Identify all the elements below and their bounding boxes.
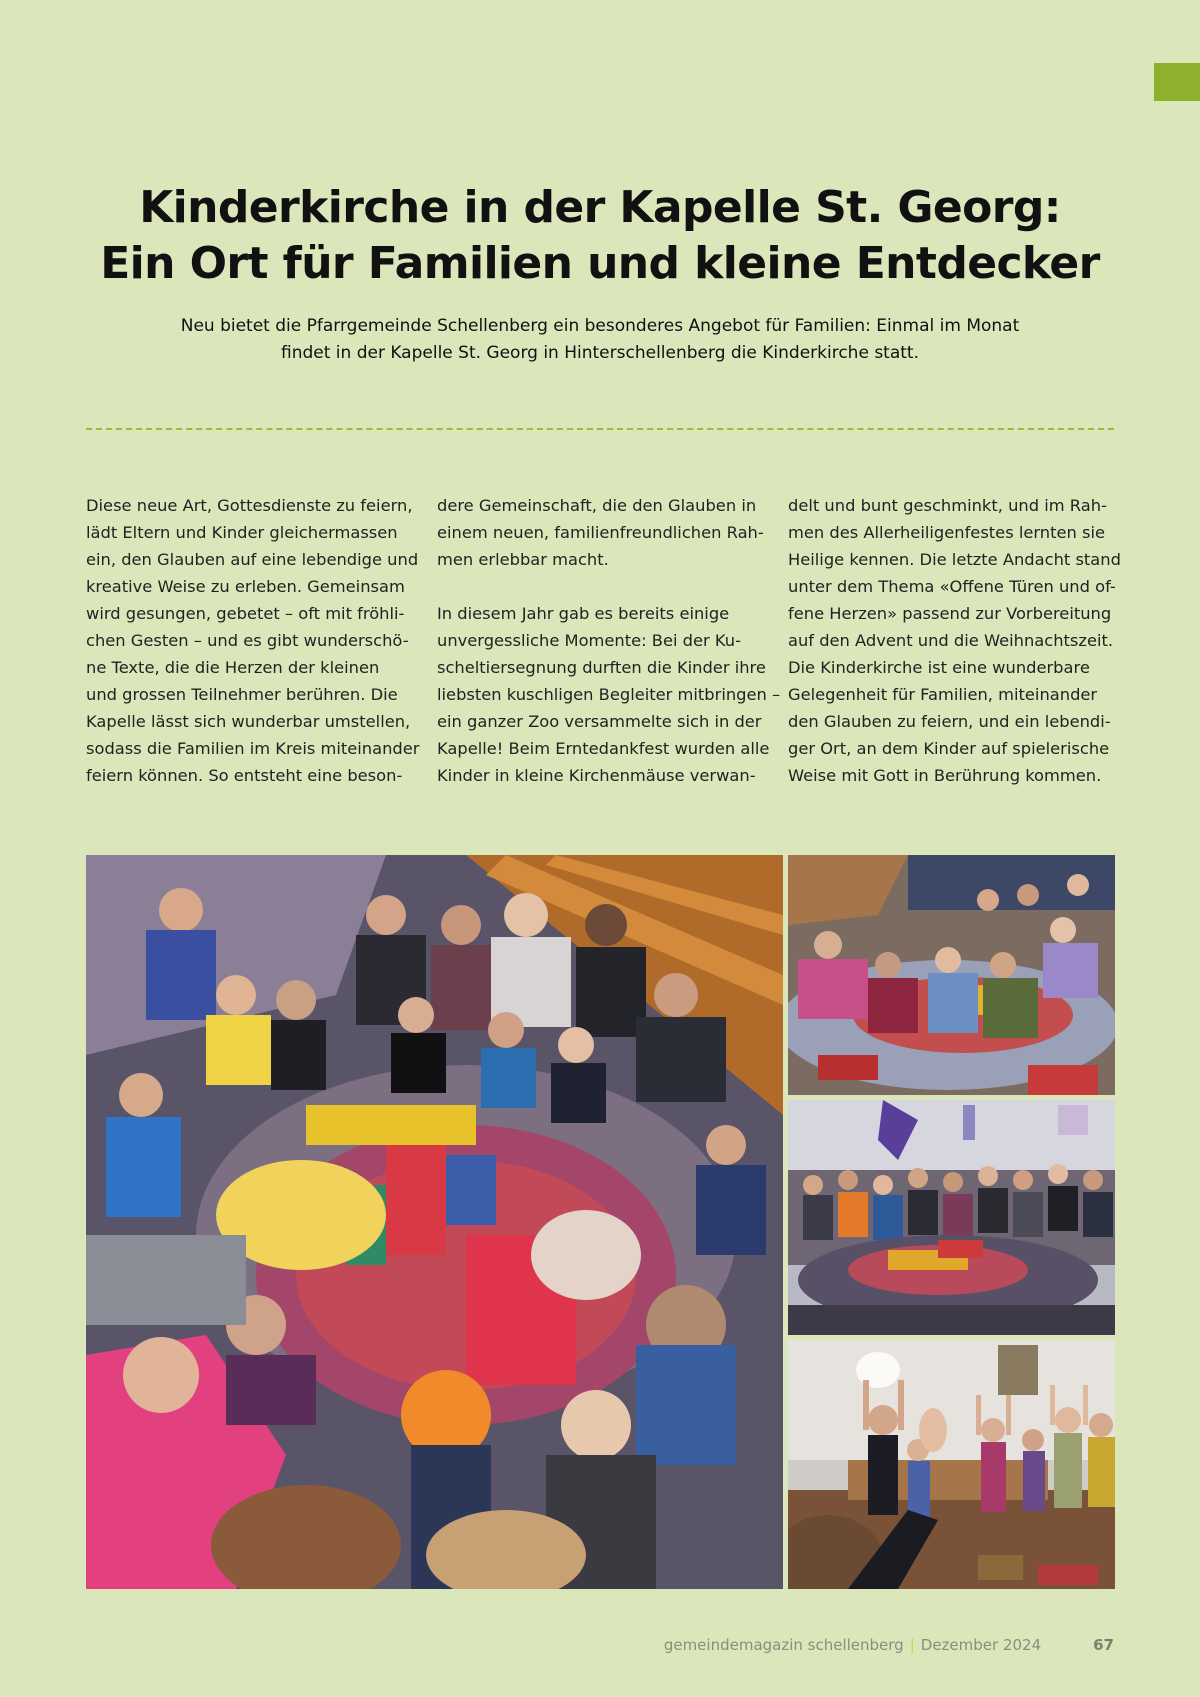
photo-families-chapel xyxy=(788,1100,1115,1335)
paragraph-gap xyxy=(437,573,771,600)
column-1-line: ne Texte, die die Herzen der kleinen xyxy=(86,658,380,677)
column-1-line: Diese neue Art, Gottesdienste zu feiern, xyxy=(86,496,413,515)
lead-line-1: Neu bietet die Pfarrgemeinde Schellenberg ein besonderes Angebot für Familien: Einmal im Monat xyxy=(180,316,1020,336)
column-2-line: scheltiersegnung durften die Kinder ihre xyxy=(437,658,766,677)
text-column-1 xyxy=(86,492,420,789)
column-3-line: auf den Advent und die Weihnachtszeit. xyxy=(788,631,1114,650)
footer-separator: | xyxy=(909,1636,915,1654)
photo-children-kneeling xyxy=(788,855,1115,1095)
footer-magazine-name: gemeindemagazin schellenberg xyxy=(663,1636,904,1654)
section-marker-tab xyxy=(1154,63,1200,101)
text-column-3 xyxy=(788,492,1122,789)
column-2-line: ein ganzer Zoo versammelte sich in der xyxy=(437,712,762,731)
article-lead xyxy=(150,313,1050,367)
headline-line-1: Kinderkirche in der Kapelle St. Georg: xyxy=(139,182,1061,233)
lead-line-2: findet in der Kapelle St. Georg in Hinterschellenberg die Kinderkirche statt. xyxy=(280,343,919,363)
article-headline xyxy=(100,180,1100,292)
column-2-line: liebsten kuschligen Begleiter mitbringen – xyxy=(437,685,781,704)
column-3-line: men des Allerheiligenfestes lernten sie xyxy=(788,523,1106,542)
photo-children-singing xyxy=(788,1340,1115,1589)
column-1-line: Kapelle lässt sich wunderbar umstellen, xyxy=(86,712,411,731)
column-3-line: Gelegenheit für Familien, miteinander xyxy=(788,685,1098,704)
dashed-divider xyxy=(86,428,1114,430)
column-1-line: wird gesungen, gebetet – oft mit fröhli- xyxy=(86,604,405,623)
column-2-line: unvergessliche Momente: Bei der Ku- xyxy=(437,631,741,650)
column-1-line: sodass die Familien im Kreis miteinander xyxy=(86,739,420,758)
column-1-line: lädt Eltern und Kinder gleichermassen xyxy=(86,523,398,542)
page-number: 67 xyxy=(1093,1636,1114,1654)
column-3-line: Weise mit Gott in Berührung kommen. xyxy=(788,766,1102,785)
text-column-2 xyxy=(437,492,781,789)
column-3-line: Die Kinderkirche ist eine wunderbare xyxy=(788,658,1090,677)
headline-line-2: Ein Ort für Familien und kleine Entdecker xyxy=(100,238,1100,289)
column-1-line: kreative Weise zu erleben. Gemeinsam xyxy=(86,577,405,596)
photo-children-kneeling-image xyxy=(788,855,1115,1095)
column-3-line: unter dem Thema «Offene Türen und of- xyxy=(788,577,1116,596)
column-3-line: Heilige kennen. Die letzte Andacht stand xyxy=(788,550,1121,569)
photo-families-chapel-image xyxy=(788,1100,1115,1335)
column-3-line: ger Ort, an dem Kinder auf spielerische xyxy=(788,739,1110,758)
column-1-line: ein, den Glauben auf eine lebendige und xyxy=(86,550,419,569)
column-1-line: feiern können. So entsteht eine beson- xyxy=(86,766,403,785)
column-3-line: delt und bunt geschminkt, und im Rah- xyxy=(788,496,1107,515)
page-footer xyxy=(664,1636,1114,1654)
column-1-line: und grossen Teilnehmer berühren. Die xyxy=(86,685,398,704)
column-1-line: chen Gesten – und es gibt wunderschö- xyxy=(86,631,409,650)
photo-children-singing-image xyxy=(788,1340,1115,1589)
column-2-line: dere Gemeinschaft, die den Glauben in xyxy=(437,496,757,515)
column-2-line: In diesem Jahr gab es bereits einige xyxy=(437,604,730,623)
column-2-line: Kapelle! Beim Erntedankfest wurden alle xyxy=(437,739,770,758)
column-3-line: fene Herzen» passend zur Vorbereitung xyxy=(788,604,1112,623)
photo-children-circle-image xyxy=(86,855,783,1589)
footer-issue-date: Dezember 2024 xyxy=(920,1636,1042,1654)
photo-children-circle xyxy=(86,855,783,1589)
column-3-line: den Glauben zu feiern, und ein lebendi- xyxy=(788,712,1111,731)
column-2-line: Kinder in kleine Kirchenmäuse verwan- xyxy=(437,766,756,785)
column-2-line: men erlebbar macht. xyxy=(437,550,609,569)
column-2-line: einem neuen, familienfreundlichen Rah- xyxy=(437,523,764,542)
